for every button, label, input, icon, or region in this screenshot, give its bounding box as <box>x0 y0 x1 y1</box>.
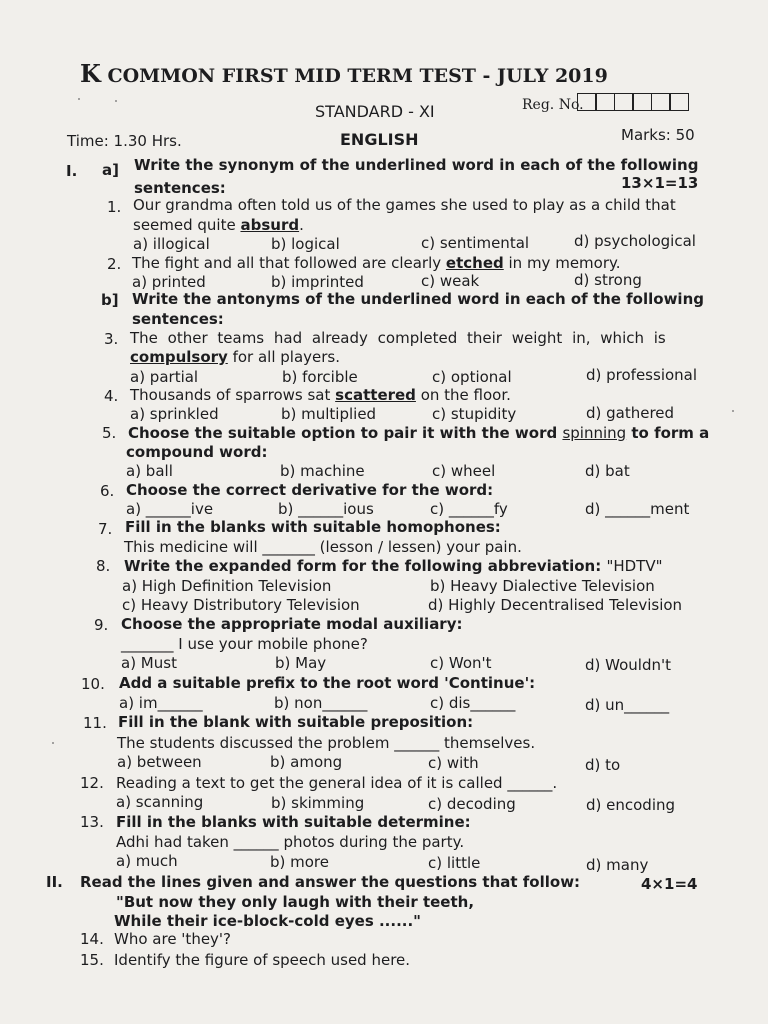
part-a-instruction-2: sentences: <box>134 179 226 197</box>
q2-number: 2. <box>107 255 122 273</box>
q9-option-b: b) May <box>275 654 327 672</box>
q4-option-a: a) sprinkled <box>130 405 219 423</box>
q10-option-c: c) dis______ <box>430 694 516 712</box>
q1-option-a: a) illogical <box>133 235 210 253</box>
underlined-word: etched <box>445 254 504 272</box>
q12-text: Reading a text to get the general idea of it is called ______. <box>116 774 558 792</box>
q13-option-c: c) little <box>428 854 481 872</box>
q15-text: Identify the figure of speech used here. <box>114 951 411 969</box>
q7-number: 7. <box>98 520 113 538</box>
q2-option-c: c) weak <box>421 272 480 290</box>
q11-option-c: c) with <box>428 754 479 772</box>
q8-option-b: b) Heavy Dialective Television <box>430 577 655 595</box>
q2-text: The fight and all that followed are clearly etched in my memory. <box>132 254 621 272</box>
q3-option-c: c) optional <box>432 368 512 386</box>
q4-text: Thousands of sparrows sat scattered on the floor. <box>130 386 511 404</box>
section-2-instruction: Read the lines given and answer the questions that follow: <box>80 873 581 891</box>
q12-number: 12. <box>80 774 104 792</box>
part-b-instruction: Write the antonyms of the underlined word in each of the following <box>132 290 704 308</box>
q1-number: 1. <box>107 198 122 216</box>
q12-option-a: a) scanning <box>116 793 204 811</box>
q12-option-c: c) decoding <box>428 795 516 813</box>
q12-option-d: d) encoding <box>586 796 676 814</box>
q6-option-b: b) ______ious <box>278 500 374 518</box>
q1-text: Our grandma often told us of the games she used to play as a child that <box>133 196 676 214</box>
q14-text: Who are 'they'? <box>114 930 232 948</box>
q9-text-2: _______ I use your mobile phone? <box>121 635 368 653</box>
time-label: Time: 1.30 Hrs. <box>67 132 182 150</box>
q4-option-b: b) multiplied <box>281 405 377 423</box>
q10-option-a: a) im______ <box>119 694 203 712</box>
q5-number: 5. <box>102 424 117 442</box>
title-text: COMMON FIRST MID TERM TEST - JULY 2019 <box>107 65 608 87</box>
scan-speck <box>78 98 80 100</box>
part-b-instruction-2: sentences: <box>132 310 224 328</box>
title-initial: K <box>80 59 101 88</box>
part-a-marks: 13×1=13 <box>621 174 699 192</box>
q14-number: 14. <box>80 930 104 948</box>
part-a-instruction: Write the synonym of the underlined word in each of the following <box>134 156 699 174</box>
q11-option-d: d) to <box>585 756 621 774</box>
reg-no-label: Reg. No. <box>522 97 584 113</box>
q10-option-b: b) non______ <box>274 694 368 712</box>
q15-number: 15. <box>80 951 104 969</box>
poem-line-1: "But now they only laugh with their teeth, <box>116 893 475 911</box>
q13-option-a: a) much <box>116 852 178 870</box>
q13-text: Fill in the blanks with suitable determine: <box>116 813 471 831</box>
scan-speck <box>115 100 117 102</box>
reg-no-boxes <box>578 93 689 111</box>
q8-option-c: c) Heavy Distributory Television <box>122 596 360 614</box>
q9-number: 9. <box>94 616 109 634</box>
q8-option-a: a) High Definition Television <box>122 577 332 595</box>
underlined-word: spinning <box>562 424 627 442</box>
marks-label: Marks: 50 <box>621 126 695 144</box>
q8-text: Write the expanded form for the following abbreviation: "HDTV" <box>124 557 663 575</box>
q8-number: 8. <box>96 557 111 575</box>
q3-option-b: b) forcible <box>282 368 358 386</box>
standard-label: STANDARD - XI <box>315 102 435 121</box>
q11-text: Fill in the blank with suitable preposition: <box>118 713 474 731</box>
q1-text-2: seemed quite absurd. <box>133 216 304 234</box>
q7-text: Fill in the blanks with suitable homophones: <box>125 518 501 536</box>
q5-option-a: a) ball <box>126 462 173 480</box>
underlined-word: scattered <box>335 386 416 404</box>
q10-text: Add a suitable prefix to the root word 'Continue': <box>119 674 536 692</box>
q4-option-d: d) gathered <box>586 404 675 422</box>
test-title <box>80 60 608 90</box>
q3-text: The other teams had already completed their weight in, which is <box>130 329 666 347</box>
q4-number: 4. <box>104 387 119 405</box>
q5-option-d: d) bat <box>585 462 630 480</box>
underlined-word: compulsory <box>130 348 228 366</box>
q5-option-c: c) wheel <box>432 462 496 480</box>
q9-option-d: d) Wouldn't <box>585 656 671 674</box>
underlined-word: absurd <box>240 216 300 234</box>
q5-text-2: compound word: <box>126 443 268 461</box>
q2-option-b: b) imprinted <box>271 273 364 291</box>
q9-text: Choose the appropriate modal auxiliary: <box>121 615 463 633</box>
q10-number: 10. <box>81 675 105 693</box>
q7-text-2: This medicine will _______ (lesson / lessen) your pain. <box>124 538 522 556</box>
scan-speck <box>52 742 54 744</box>
section-1-number: I. <box>66 162 78 180</box>
q13-number: 13. <box>80 813 104 831</box>
abbreviation: "HDTV" <box>606 557 663 575</box>
q8-option-d: d) Highly Decentralised Television <box>428 596 683 614</box>
section-2-marks: 4×1=4 <box>641 875 698 893</box>
q13-option-d: d) many <box>586 856 649 874</box>
poem-line-2: While their ice-block-cold eyes ......" <box>114 912 421 930</box>
q1-option-d: d) psychological <box>574 232 696 250</box>
q9-option-c: c) Won't <box>430 654 492 672</box>
section-2-number: II. <box>46 873 63 891</box>
subject-label: ENGLISH <box>340 130 419 149</box>
q6-option-d: d) ______ment <box>585 500 690 518</box>
q5-option-b: b) machine <box>280 462 365 480</box>
q1-option-b: b) logical <box>271 235 340 253</box>
q4-option-c: c) stupidity <box>432 405 517 423</box>
q3-text-2: compulsory for all players. <box>130 348 340 366</box>
q9-option-a: a) Must <box>121 654 177 672</box>
q11-text-2: The students discussed the problem ______ themselves. <box>117 734 536 752</box>
q6-number: 6. <box>100 482 115 500</box>
q6-text: Choose the correct derivative for the word: <box>126 481 494 499</box>
q11-option-b: b) among <box>270 753 343 771</box>
q2-option-d: d) strong <box>574 271 642 289</box>
q6-option-c: c) ______fy <box>430 500 508 518</box>
part-a-number: a] <box>102 161 119 179</box>
q2-option-a: a) printed <box>132 273 206 291</box>
part-b-number: b] <box>101 291 119 309</box>
scan-speck <box>732 410 734 412</box>
q12-option-b: b) skimming <box>271 794 365 812</box>
q13-option-b: b) more <box>270 853 329 871</box>
q11-number: 11. <box>83 714 107 732</box>
q1-option-c: c) sentimental <box>421 234 530 252</box>
q10-option-d: d) un______ <box>585 696 670 714</box>
q3-number: 3. <box>104 330 119 348</box>
q11-option-a: a) between <box>117 753 202 771</box>
q3-option-a: a) partial <box>130 368 199 386</box>
q5-text: Choose the suitable option to pair it with the word spinning to form a <box>128 424 710 442</box>
q13-text-2: Adhi had taken ______ photos during the party. <box>116 833 465 851</box>
q3-option-d: d) professional <box>586 366 698 384</box>
q6-option-a: a) ______ive <box>126 500 214 518</box>
